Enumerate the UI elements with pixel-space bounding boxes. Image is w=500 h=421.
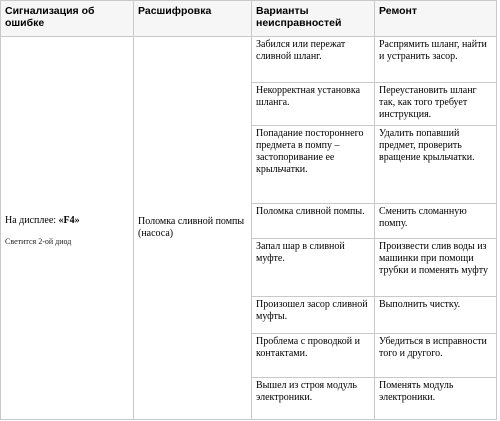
- fault-cell: Поломка сливной помпы.: [252, 204, 375, 239]
- table-row: [1, 37, 497, 83]
- header-decoding: Расшифровка: [134, 1, 252, 37]
- signal-cell: [1, 37, 134, 420]
- repair-cell: Выполнить чистку.: [375, 297, 497, 334]
- fault-cell: Запал шар в сливной муфте.: [252, 239, 375, 297]
- fault-cell: Проблема с проводкой и контактами.: [252, 334, 375, 378]
- fault-cell: Произошел засор сливной муфты.: [252, 297, 375, 334]
- repair-cell: Удалить попавший предмет, проверить вращение крыльчатки.: [375, 126, 497, 204]
- error-code: «F4»: [58, 215, 80, 226]
- repair-cell: Убедиться в исправности того и другого.: [375, 334, 497, 378]
- repair-cell: Распрямить шланг, найти и устранить засор.: [375, 37, 497, 83]
- fault-cell: Попадание постороннего предмета в помпу – застопоривание ее крыльчатки.: [252, 126, 375, 204]
- header-signal: Сигнализация об ошибке: [1, 1, 134, 37]
- fault-cell: Забился или пережат сливной шланг.: [252, 37, 375, 83]
- table-header-row: [1, 1, 497, 37]
- repair-cell: Сменить сломанную помпу.: [375, 204, 497, 239]
- fault-cell: Некорректная установка шланга.: [252, 83, 375, 126]
- decoding-cell: Поломка сливной помпы (насоса): [134, 37, 252, 420]
- signal-note: Светится 2-ой диод: [5, 237, 72, 246]
- repair-cell: Поменять модуль электроники.: [375, 378, 497, 420]
- repair-cell: Произвести слив воды из машинки при помощи трубки и поменять муфту: [375, 239, 497, 297]
- header-faults: Варианты неисправностей: [252, 1, 375, 37]
- repair-cell: Переустановить шланг так, как того требует инструкция.: [375, 83, 497, 126]
- signal-line: [5, 215, 129, 227]
- fault-cell: Вышел из строя модуль электроники.: [252, 378, 375, 420]
- signal-prefix: На дисплее:: [5, 215, 59, 226]
- header-repair: Ремонт: [375, 1, 497, 37]
